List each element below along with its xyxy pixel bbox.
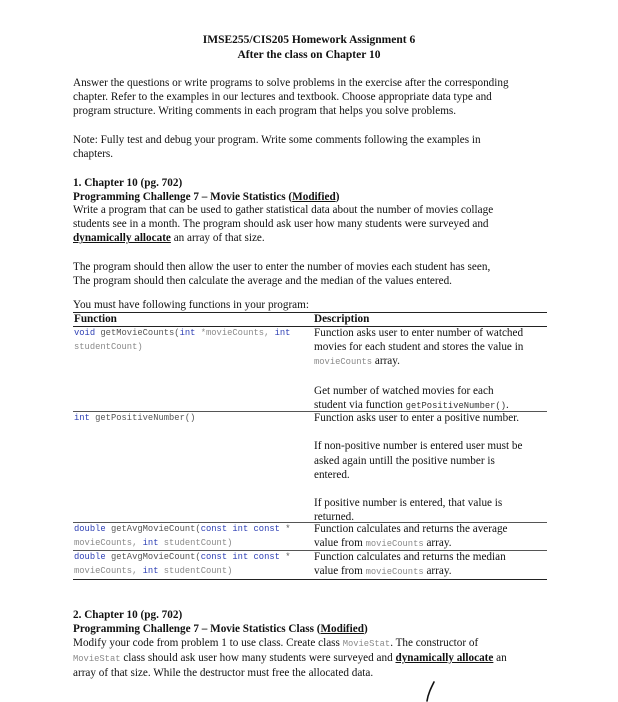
description-line: asked again untill the positive number is — [314, 454, 495, 467]
p1-line: students see in a month. The program should ask user how many students were surveyed and — [73, 218, 489, 231]
note-paragraph — [73, 133, 547, 161]
keyword: int — [137, 538, 159, 549]
p1-line — [73, 231, 547, 245]
spacer — [314, 482, 546, 496]
p2-line: array of that size. While the destructor must free the allocated data. — [73, 667, 374, 680]
dynamically-allocate-emphasis: dynamically allocate — [395, 652, 494, 665]
description-line — [314, 354, 546, 369]
challenge-prefix: Programming Challenge 7 – Movie Statistics Class ( — [73, 623, 321, 635]
intro-line: Answer the questions or write programs to solve problems in the exercise after the corresponding — [73, 77, 509, 89]
function-name: getAvgMovieCount( — [105, 552, 201, 562]
description-line: entered. — [314, 468, 350, 481]
description-text: . — [505, 399, 509, 411]
code-reference: getPositiveNumber() — [405, 401, 506, 411]
keyword: int — [74, 413, 90, 423]
code-reference: movieCounts — [365, 567, 424, 578]
description-text: array. — [372, 355, 400, 368]
description-text: student via function — [314, 399, 406, 411]
description-line: Function calculates and returns the median — [314, 551, 506, 563]
table-row-function — [74, 411, 306, 425]
p2-line — [73, 636, 547, 651]
p1-line3-rest: an array of that size. — [170, 232, 265, 245]
note-line: Note: Fully test and debug your program. Write some comments following the examples in — [73, 134, 481, 146]
code-reference: MovieStat — [342, 639, 391, 649]
parameter: studentCount) — [158, 566, 233, 577]
function-signature-line — [74, 340, 306, 354]
intro-line: program structure. Writing comments in each program that helps you solve problems. — [73, 105, 457, 118]
problem2-heading: 2. Chapter 10 (pg. 702) — [73, 609, 183, 621]
description-line: Function calculates and returns the average — [314, 523, 508, 535]
document-subtitle: After the class on Chapter 10 — [237, 49, 381, 61]
table-row-function — [74, 522, 306, 550]
description-line: returned. — [314, 511, 355, 524]
function-signature-line — [74, 411, 306, 425]
p2-line — [73, 651, 547, 666]
parameter: studentCount) — [158, 538, 233, 549]
note-line: chapters. — [73, 148, 114, 161]
keyword: int — [179, 328, 196, 338]
keyword: const — [200, 524, 228, 534]
table-row-description — [314, 326, 546, 413]
code-reference: movieCounts — [314, 357, 373, 368]
table-header-description: Description — [314, 313, 370, 325]
table-row-description — [314, 522, 546, 551]
text: class should ask user how many students were surveyed and — [120, 652, 396, 665]
description-line: Function asks user to enter number of watched — [314, 327, 524, 339]
text: . The constructor of — [390, 637, 479, 649]
challenge-modified: Modified — [320, 623, 364, 635]
keyword: const — [248, 524, 280, 534]
code-reference: movieCounts — [365, 539, 424, 550]
description-line: If positive number is entered, that value is — [314, 497, 503, 510]
description-text: value from — [314, 537, 366, 550]
description-text: value from — [314, 565, 366, 578]
parameter: studentCount) — [74, 342, 143, 353]
spacer — [314, 370, 546, 384]
challenge-suffix: ) — [335, 191, 340, 203]
p2-line: The program should then calculate the average and the median of the values entered. — [73, 275, 452, 288]
function-signature-line — [74, 522, 306, 536]
function-signature-line — [74, 564, 306, 578]
table-bottom-border — [73, 579, 547, 580]
keyword: double — [74, 524, 106, 534]
functions-intro: You must have following functions in your program: — [73, 299, 309, 311]
function-name: getMovieCounts( — [95, 328, 180, 338]
problem2-challenge-title — [73, 622, 368, 636]
parameter: *movieCounts, — [195, 328, 270, 338]
problem1-paragraph-1 — [73, 203, 547, 246]
pointer-symbol: * — [279, 552, 291, 562]
keyword: int — [227, 552, 249, 562]
pointer-symbol: * — [279, 524, 291, 534]
description-line: Get number of watched movies for each — [314, 384, 494, 397]
problem1-heading: 1. Chapter 10 (pg. 702) — [73, 177, 183, 189]
keyword: void — [74, 328, 96, 338]
keyword: int — [137, 566, 159, 577]
document-title: IMSE255/CIS205 Homework Assignment 6 — [202, 34, 416, 46]
table-row-description — [314, 550, 546, 579]
parameter: movieCounts, — [74, 538, 138, 549]
description-text: array. — [423, 537, 452, 550]
description-line: Function asks user to enter a positive number. — [314, 412, 520, 424]
problem1-paragraph-2 — [73, 260, 547, 288]
table-header-function: Function — [74, 313, 117, 325]
table-top-border — [73, 312, 547, 313]
problem2-paragraph — [73, 636, 547, 681]
intro-line: chapter. Refer to the examples in our lectures and textbook. Choose appropriate data type and — [73, 91, 492, 104]
description-text: array. — [423, 565, 452, 578]
spacer — [314, 425, 546, 439]
keyword: int — [227, 524, 249, 534]
description-line: If non-positive number is entered user must be — [314, 440, 523, 453]
function-name: getPositiveNumber() — [89, 413, 196, 423]
function-signature-line — [74, 536, 306, 550]
table-row-description — [314, 411, 546, 525]
pen-mark-icon — [424, 680, 438, 702]
p2-line: The program should then allow the user to enter the number of movies each student has seen, — [73, 261, 491, 273]
text: an — [493, 652, 507, 665]
p1-line: Write a program that can be used to gather statistical data about the number of movies collage — [73, 204, 494, 216]
table-row-function — [74, 326, 306, 354]
parameter: movieCounts, — [74, 566, 138, 577]
function-signature-line — [74, 550, 306, 564]
keyword: const — [248, 552, 280, 562]
function-name: getAvgMovieCount( — [105, 524, 201, 534]
intro-paragraph — [73, 76, 547, 119]
keyword: double — [74, 552, 106, 562]
code-reference: MovieStat — [73, 654, 121, 665]
challenge-modified: Modified — [292, 191, 336, 203]
challenge-suffix: ) — [363, 623, 368, 635]
challenge-prefix: Programming Challenge 7 – Movie Statistics ( — [73, 191, 293, 203]
function-signature-line — [74, 326, 306, 340]
keyword: const — [200, 552, 228, 562]
text: Modify your code from problem 1 to use class. Create class — [73, 637, 343, 649]
table-row-function — [74, 550, 306, 578]
description-line: movies for each student and stores the value in — [314, 341, 524, 354]
description-line — [314, 564, 546, 579]
keyword: int — [269, 328, 291, 338]
dynamically-allocate-emphasis: dynamically allocate — [73, 232, 171, 245]
